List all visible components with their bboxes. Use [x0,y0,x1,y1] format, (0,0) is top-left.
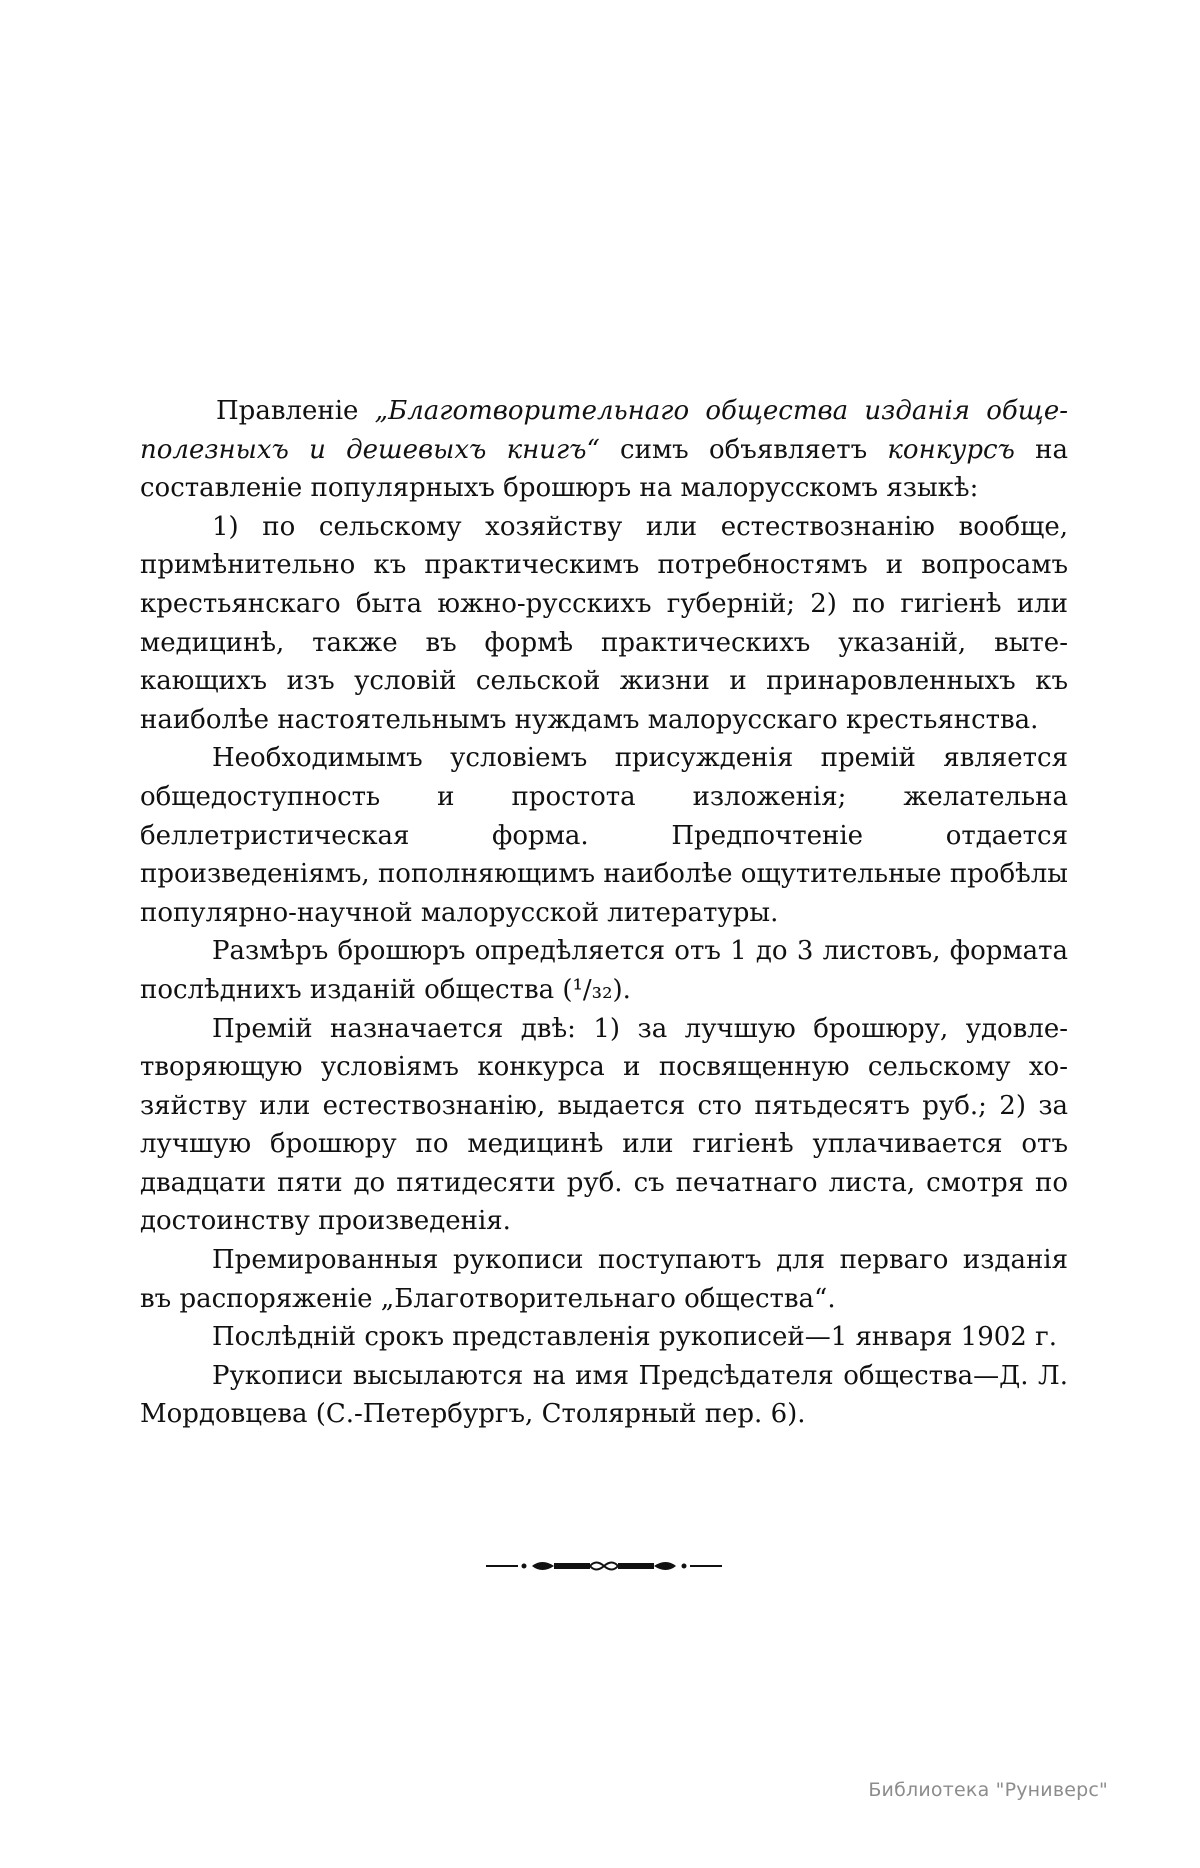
announcement-text [140,392,1068,1434]
contest-word: конкурсъ [887,434,1015,465]
paragraph-deadline: Послѣдній срокъ представленія рукописей—1 января 1902 г. [212,1322,1057,1353]
paragraph-conditions: Необходимымъ условіемъ присужденія премій является общедоступность и простота изложенія; желательна беллетристическая форма. Предпочтеніе отдается произведеніямъ, пополняющимъ наиболѣе ощутительные пробѣлы популярно-научной малорусской литературы. [140,743,1068,928]
library-watermark: Библиотека "Руниверс" [868,1779,1108,1801]
paragraph-prizes: Премій назначается двѣ: 1) за лучшую брошюру, удовлетворяющую условіямъ конкурса и посвященную сельскому хозяйству или естествознанію, выдается сто пятьдесятъ руб.; 2) за лучшую брошюру по медицинѣ или гигіенѣ уплачивается отъ двадцати пяти до пятидесяти руб. съ печатнаго листа, смотря по достоинству произведенія. [140,1013,1068,1237]
intro-middle: симъ объявляетъ [599,434,888,465]
society-name: „Благотворительнаго общества изданія общеполезныхъ и дешевыхъ книгъ“ [140,396,1069,465]
intro-tail: на составленіе популярныхъ брошюръ на малорусскомъ языкѣ: [140,434,1068,504]
paragraph-size: Размѣръ брошюръ опредѣляется отъ 1 до 3 листовъ, формата послѣднихъ изданій общества (¹/₃₂). [140,936,1068,1005]
ornament-divider-icon [484,1556,724,1576]
paragraph-intro [140,392,1068,508]
paragraph-rights: Премированныя рукописи поступаютъ для перваго изданія въ распоряженіе „Благотворительнаго общества“. [140,1245,1068,1314]
intro-lead: Правленіе [216,396,375,426]
paragraph-topics: 1) по сельскому хозяйству или естествознанію вообще, примѣнительно къ практическимъ потребностямъ и вопросамъ крестьянскаго быта южно-русскихъ губерній; 2) по гигіенѣ или медицинѣ, также въ формѣ практическихъ указаній, вытекающихъ изъ условій сельской жизни и принаровленныхъ къ наиболѣе настоятельнымъ нуждамъ малорусскаго крестьянства. [140,511,1068,735]
paragraph-address: Рукописи высылаются на имя Предсѣдателя общества—Д. Л. Мордовцева (С.-Петербургъ, Столярный пер. 6). [140,1360,1068,1430]
